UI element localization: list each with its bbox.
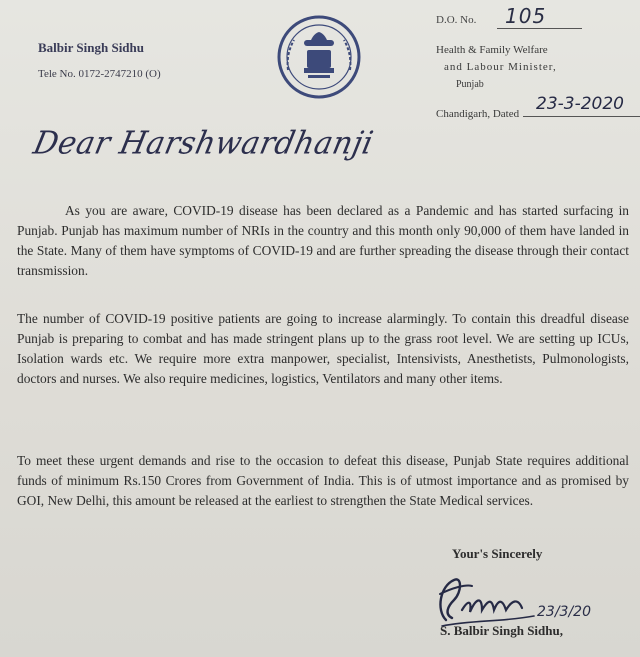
ministry-designation (436, 42, 557, 93)
signatory-name: S. Balbir Singh Sidhu, (440, 623, 563, 638)
body-paragraph: The number of COVID-19 positive patients are going to increase alarmingly. To contain this dreadful disease Punjab is preparing to combat and has made stringent plans up to the grass root level. We are setting up ICUs, Isolation wards etc. We require more extra manpower, specialist, Intensivists, Anesthetists, Pulmonologists, doctors and nurses. We also require medicines, logistics, Ventilators and many other items. (17, 311, 629, 387)
do-number-value: 105 (505, 4, 547, 28)
dated-value: 23-3-2020 (536, 94, 624, 114)
ministry-line: and Labour Minister, (444, 61, 557, 73)
ministry-line: Health & Family Welfare (436, 44, 548, 56)
do-number-underline (497, 28, 582, 29)
signature-date: 23/3/20 (537, 604, 591, 620)
dated-label: Chandigarh, Dated (436, 108, 520, 120)
ministry-line: Punjab (456, 79, 484, 90)
salutation: Dear Harshwardhanji (30, 125, 377, 162)
body-paragraph: As you are aware, COVID-19 disease has been declared as a Pandemic and has started surfacing in Punjab. Punjab has maximum number of NRIs in the country and this month only 90,000 of them have landed in the State. Many of them have symptoms of COVID-19 and are further spreading the disease through their contact transmission. (17, 203, 629, 279)
do-number-label: D.O. No. (436, 14, 477, 26)
body-paragraph: To meet these urgent demands and rise to the occasion to defeat this disease, Punjab State requires additional funds of minimum Rs.150 Crores from Government of India. This is of utmost importance and as promised by GOI, New Delhi, this amount be released at the earliest to strengthen the State Medical services. (17, 453, 629, 509)
state-emblem-icon (276, 14, 362, 100)
closing: Your's Sincerely (452, 546, 543, 561)
dated-underline (523, 116, 640, 117)
sender-name: Balbir Singh Sidhu (38, 40, 144, 55)
sender-telephone: Tele No. 0172-2747210 (O) (38, 68, 161, 80)
